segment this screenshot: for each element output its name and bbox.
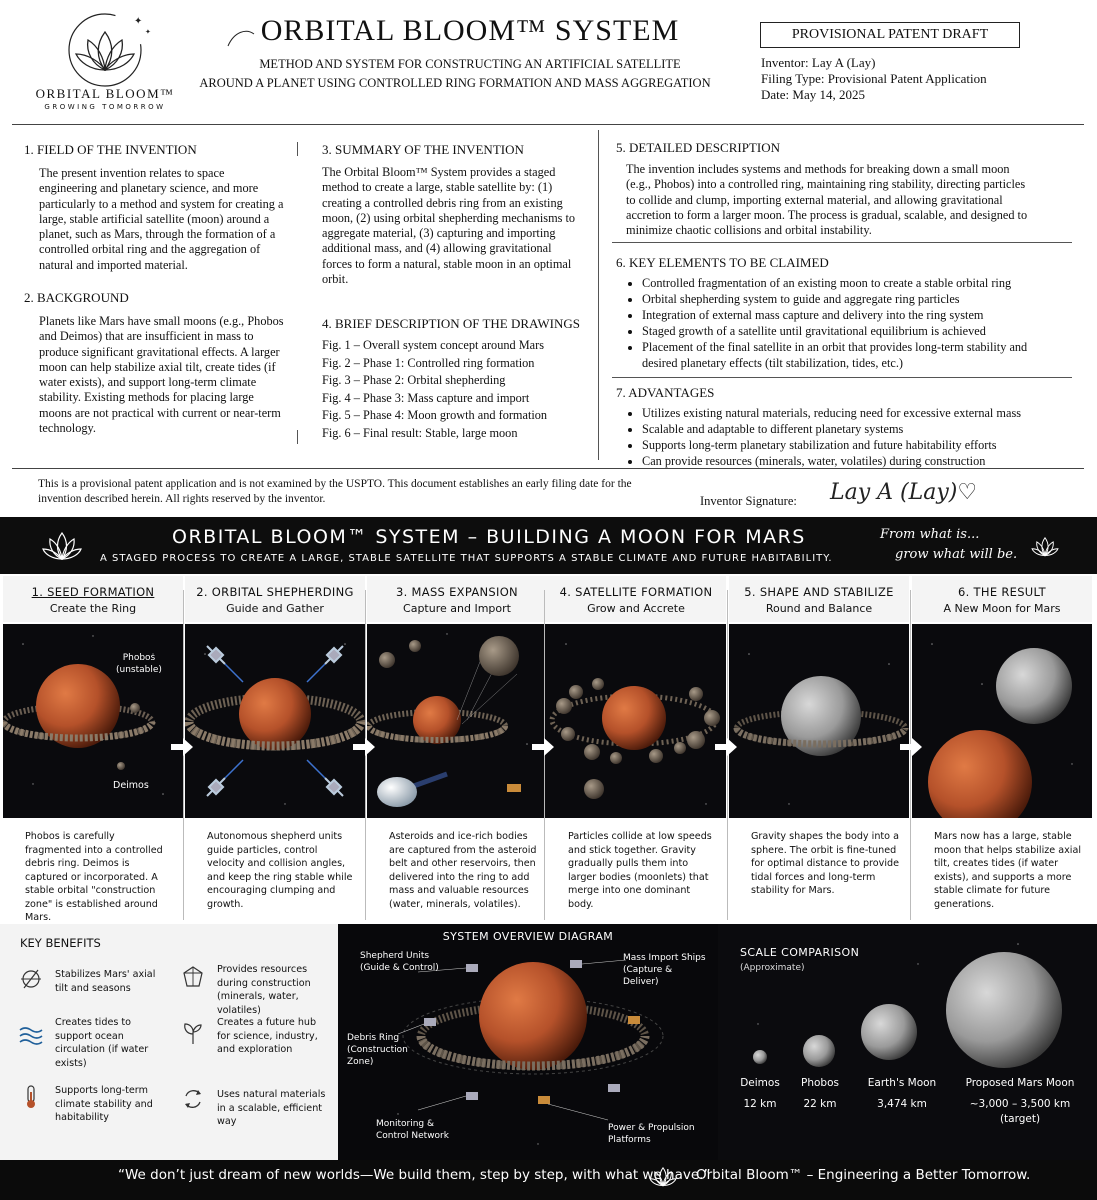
banner-quote-line2: grow what will be. [895, 547, 1018, 562]
step-subtitle: Grow and Accrete [587, 602, 685, 615]
arrow-right-icon [900, 738, 922, 756]
title-swoosh-icon [226, 24, 256, 54]
benefit-item: Stabilizes Mars' axial tilt and seasons [55, 969, 156, 994]
filing-type-line: Filing Type: Provisional Patent Application [761, 71, 987, 86]
banner-subtitle: A STAGED PROCESS TO CREATE A LARGE, STABLE SATELLITE THAT SUPPORTS A STABLE CLIMATE AND FUTURE HABITABILITY. [100, 553, 833, 564]
step-subtitle: Create the Ring [49, 602, 137, 615]
step-title: 1. SEED FORMATION [31, 585, 155, 599]
step-3-illustration [367, 624, 547, 818]
divider [297, 430, 298, 444]
section-heading: 6. KEY ELEMENTS TO BE CLAIMED [616, 255, 829, 270]
step-description: Phobos is carefully fragmented into a controlled debris ring. Deimos is captured or incorporated. A stable orbital "construction zone" is established around Mars. [25, 831, 163, 923]
svg-text:✦: ✦ [145, 28, 151, 36]
footer-quote: “We don’t just dream of new worlds—We build them, step by step, with what we have.” [118, 1167, 711, 1183]
scale-body-size: ~3,000 – 3,500 km [969, 1098, 1071, 1110]
scale-comparison-title: SCALE COMPARISON [740, 946, 860, 959]
divider [612, 377, 1072, 378]
phobos-state-label: (unstable) [116, 665, 162, 675]
step-1-illustration [3, 624, 183, 818]
asteroid [409, 640, 421, 652]
figure-item: Fig. 4 – Phase 3: Mass capture and import [322, 390, 530, 405]
divider [612, 242, 1072, 243]
banner-title: ORBITAL BLOOM™ SYSTEM – BUILDING A MOON FOR MARS [172, 526, 806, 548]
arrow-right-icon [171, 738, 193, 756]
step-6-illustration [912, 624, 1092, 818]
waves-icon [18, 1022, 44, 1048]
list-item: • Controlled fragmentation of an existing moon to create a stable orbital ring [642, 275, 1046, 291]
section-body: Planets like Mars have small moons (e.g., Phobos and Deimos) that are insufficient in mass to produce significant gravitational effects. A larger moon can help stabilize axial tilt, create tides (if water exists), and support long-term climate stability. Existing methods for placing large moons are not practical with current or near-term technology. [39, 314, 284, 436]
debris-ring-label: Debris Ring (Construction Zone) [347, 1033, 408, 1067]
step-4-card [546, 576, 726, 920]
list-item: • Can provide resources (minerals, water, volatiles) during construction [642, 453, 1066, 469]
benefit-item: Creates tides to support ocean circulation (if water exists) [55, 1017, 149, 1069]
step-subtitle: Guide and Gather [226, 602, 324, 615]
step-header [729, 576, 909, 622]
section-heading: 7. ADVANTAGES [616, 385, 715, 400]
sprout-icon [180, 1020, 206, 1046]
divider [598, 130, 599, 460]
phobos-moon [130, 703, 140, 713]
power-platforms-label: Power & Propulsion Platforms [608, 1123, 695, 1145]
figure-item: Fig. 3 – Phase 2: Orbital shepherding [322, 373, 506, 387]
shepherd-units-label: Shepherd Units (Guide & Control) [360, 951, 439, 973]
banner-quote-line1: From what is... [880, 527, 980, 542]
mars-planet [928, 730, 1032, 818]
section-heading: 2. BACKGROUND [24, 290, 129, 305]
scale-body-name: Earth's Moon [867, 1077, 937, 1089]
thermometer-icon [18, 1084, 44, 1110]
step-4-illustration [546, 624, 726, 818]
key-elements-section [616, 255, 1046, 371]
asteroid [479, 636, 519, 676]
step-subtitle: A New Moon for Mars [943, 602, 1061, 615]
monitoring-network-label: Monitoring & Control Network [376, 1119, 449, 1141]
scale-body-name: Proposed Mars Moon [965, 1077, 1075, 1089]
step-description: Asteroids and ice-rich bodies are captured from the asteroid belt and other reservoirs, then delivered into the ring to add mass and valuable resources (water, minerals, volatiles). [389, 831, 537, 910]
svg-text:✦: ✦ [134, 16, 143, 27]
divider [12, 124, 1084, 125]
resources-icon [180, 964, 206, 990]
step-2-card [185, 576, 365, 920]
patent-status-badge: PROVISIONAL PATENT DRAFT [760, 22, 1020, 48]
phobos-body [803, 1035, 835, 1067]
scale-body-name: Phobos [801, 1077, 839, 1089]
import-ship-icon [507, 784, 521, 792]
document-title: ORBITAL BLOOM™ SYSTEM [260, 14, 680, 47]
mars-planet [413, 696, 461, 744]
advantages-section [616, 385, 1066, 469]
mass-import-label: Mass Import Ships (Capture & Deliver) [623, 953, 706, 987]
benefit-item: Uses natural materials in a scalable, efficient way [217, 1089, 326, 1127]
section-heading: 3. SUMMARY OF THE INVENTION [322, 142, 524, 157]
list-item: • Integration of external mass capture and delivery into the ring system [642, 307, 1046, 323]
benefit-item: Supports long-term climate stability and habitability [55, 1085, 153, 1123]
scale-body-size: 22 km [803, 1098, 837, 1110]
section-body: The present invention relates to space engineering and planetary science, and more particularly to a method and system for creating a large, stable artificial satellite (moon) around a planet, such as Mars, through the formation of a controlled orbital ring and the aggregation of natural and imported material. [39, 166, 284, 272]
list-item: • Placement of the final satellite in an orbit that provides long-term stability and desired planetary effects (tilt stabilization, tides, etc.) [642, 339, 1046, 371]
step-title: 4. SATELLITE FORMATION [559, 585, 713, 599]
step-5-illustration [729, 624, 909, 818]
summary-section [322, 142, 582, 287]
step-subtitle: Round and Balance [765, 602, 873, 615]
document-subtitle-line1: METHOD AND SYSTEM FOR CONSTRUCTING AN ARTIFICIAL SATELLITE [259, 57, 681, 71]
recycle-icon [180, 1086, 206, 1112]
section-body: The Orbital Bloom™ System provides a staged method to create a large, stable satellite by: (1) creating a controlled debris ring from an existing moon, (2) using orbital shepherding mechanisms to aggregate material, (3) capturing and importing additional mass, and (4) allowing gravitational forces to form a natural, stable moon in an optimal orbit. [322, 165, 576, 287]
section-heading: 4. BRIEF DESCRIPTION OF THE DRAWINGS [322, 316, 581, 331]
proposed-moon-body [946, 952, 1062, 1068]
lotus-logo-icon [30, 8, 190, 88]
step-subtitle: Capture and Import [403, 602, 511, 615]
figure-item: Fig. 1 – Overall system concept around Mars [322, 338, 544, 352]
divider [297, 142, 298, 156]
list-item: • Supports long-term planetary stabilization and future habitability efforts [642, 437, 1066, 453]
divider [12, 468, 1084, 469]
system-overview-title: SYSTEM OVERVIEW DIAGRAM [442, 930, 614, 943]
step-description: Mars now has a large, stable moon that helps stabilize axial tilt, creates tides (if water exists), and supports a more stable climate for future generations. [934, 831, 1082, 910]
logo-title: ORBITAL BLOOM™ [35, 86, 175, 101]
asteroid [379, 652, 395, 668]
mars-planet [479, 962, 587, 1070]
step-description: Particles collide at low speeds and stick together. Gravity gradually pulls them into larger bodies (moonlets) that merge into one dominant body. [568, 831, 712, 910]
earth-moon-body [861, 1004, 917, 1060]
step-description: Autonomous shepherd units guide particles, control velocity and collision angles, and keep the ring stable while encouraging clumping and growth. [207, 831, 353, 910]
scale-body-size: 3,474 km [877, 1098, 927, 1110]
inventor-line: Inventor: Lay A (Lay) [761, 55, 876, 70]
logo-tagline: GROWING TOMORROW [44, 103, 166, 111]
list-item: • Utilizes existing natural materials, reducing need for excessive external mass [642, 405, 1066, 421]
section-body: The invention includes systems and methods for breaking down a small moon (e.g., Phobos) into a controlled ring, maintaining ring stability, directing particles to collide and clump, importing external material, and allowing gravitational accretion to form a larger moon. The process is gradual, scalable, and designed to minimize chaotic collisions and orbital instability. [626, 162, 1028, 238]
step-5-card [729, 576, 909, 920]
mars-planet [239, 678, 311, 750]
benefit-item: Creates a future hub for science, industry, and exploration [217, 1017, 318, 1055]
phobos-label: Phobos [122, 653, 156, 663]
key-benefits-title: KEY BENEFITS [20, 936, 101, 950]
lotus-icon [648, 1163, 678, 1189]
step-header [367, 576, 547, 622]
step-title: 3. MASS EXPANSION [396, 585, 518, 599]
arrow-right-icon [353, 738, 375, 756]
step-header [912, 576, 1092, 622]
benefit-item: Provides resources during construction (minerals, water, volatiles) [217, 964, 311, 1016]
step-1-card [3, 576, 183, 923]
signature-label: Inventor Signature: [700, 494, 797, 508]
ice-body [377, 777, 417, 807]
inventor-signature: Lay A (Lay)♡ [830, 480, 978, 505]
step-description: Gravity shapes the body into a sphere. The orbit is fine-tuned for optimal distance to provide tidal forces and long-term stability for Mars. [751, 831, 899, 896]
drawings-section [322, 316, 592, 442]
list-item: • Orbital shepherding system to guide and aggregate ring particles [642, 291, 1046, 307]
background-section [24, 290, 284, 436]
list-item: • Staged growth of a satellite until gravitational equilibrium is achieved [642, 323, 1046, 339]
scale-body-size: 12 km [743, 1098, 777, 1110]
scale-body-note: (target) [999, 1113, 1041, 1125]
step-3-card [367, 576, 547, 920]
step-title: 5. SHAPE AND STABILIZE [744, 585, 894, 599]
new-moon [996, 648, 1072, 724]
arrow-right-icon [532, 738, 554, 756]
step-header [546, 576, 726, 622]
deimos-label: Deimos [113, 780, 149, 791]
figure-item: Fig. 6 – Final result: Stable, large moon [322, 425, 518, 440]
disclaimer: This is a provisional patent application and is not examined by the USPTO. This document establishes an early filing date for the invention described herein. All rights reserved by the inventor. [38, 478, 632, 505]
field-section [24, 142, 284, 273]
filing-meta [761, 55, 987, 103]
step-header [3, 576, 183, 622]
document-subtitle-line2: AROUND A PLANET USING CONTROLLED RING FORMATION AND MASS AGGREGATION [199, 76, 711, 90]
detailed-section [616, 140, 1036, 238]
section-heading: 5. DETAILED DESCRIPTION [616, 140, 780, 155]
section-heading: 1. FIELD OF THE INVENTION [24, 142, 197, 157]
step-title: 6. THE RESULT [958, 585, 1046, 599]
deimos-moon [117, 762, 125, 770]
scale-note: (Approximate) [740, 963, 805, 973]
lotus-icon [1030, 532, 1060, 560]
step-6-card [912, 576, 1092, 920]
list-item: • Scalable and adaptable to different planetary systems [642, 421, 1066, 437]
tilt-icon [18, 966, 44, 992]
footer-tagline: Orbital Bloom™ – Engineering a Better Tomorrow. [696, 1167, 1031, 1183]
step-header [185, 576, 365, 622]
arrow-right-icon [715, 738, 737, 756]
deimos-body [753, 1050, 767, 1064]
mars-planet [602, 686, 666, 750]
lotus-icon [40, 527, 84, 563]
figure-item: Fig. 5 – Phase 4: Moon growth and formation [322, 408, 548, 422]
step-2-illustration [185, 624, 365, 818]
scale-body-name: Deimos [740, 1077, 780, 1089]
figure-item: Fig. 2 – Phase 1: Controlled ring formation [322, 355, 535, 370]
date-line: Date: May 14, 2025 [761, 87, 865, 102]
step-title: 2. ORBITAL SHEPHERDING [196, 585, 354, 599]
